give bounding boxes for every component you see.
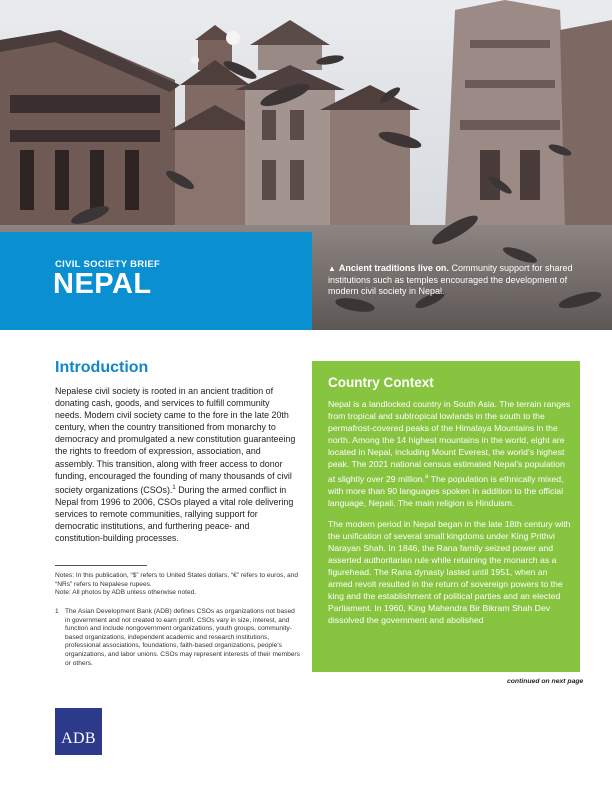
intro-text-1: Nepalese civil society is rooted in an ancient tradition of donating cash, goods, and services to fulfill community needs. Modern civil society came to the fore in the late 20th century, when the country transitioned from monarchy to democracy and promulgated a new constitution guaranteeing the rights to freedom of expression, association, and assembly. This transition, along with freer access to donor funding, encouraged the founding of many thousands of civil society organizations (CSOs). bbox=[55, 386, 296, 495]
notes-line-1: Notes: In this publication, “$” refers to United States dollars, “€” refers to euros, and “NRs” refers to Nepalese rupees. bbox=[55, 572, 298, 588]
continued-note: continued on next page bbox=[507, 678, 584, 685]
series-label: CIVIL SOCIETY BRIEF bbox=[55, 259, 161, 270]
intro-heading: Introduction bbox=[55, 359, 149, 376]
cc-p1-text-b: The population is ethnically mixed, with more than 90 languages spoken in addition to the official language, Nepali. The main religion is Hinduism. bbox=[328, 473, 564, 508]
photo-caption bbox=[328, 263, 583, 298]
country-context-box bbox=[312, 361, 580, 672]
country-title: NEPAL bbox=[53, 268, 152, 300]
notes bbox=[55, 572, 300, 598]
footnote-ref-1: 1 bbox=[172, 484, 176, 491]
notes-line-2: Note: All photos by ADB unless otherwise noted. bbox=[55, 589, 197, 597]
adb-logo-text: ADB bbox=[61, 730, 96, 747]
intro-body bbox=[55, 385, 298, 544]
country-context-heading: Country Context bbox=[328, 375, 434, 390]
footnote-ref-a: a bbox=[425, 473, 429, 480]
title-band bbox=[0, 232, 312, 330]
footnote-mark: 1 bbox=[55, 608, 59, 615]
adb-logo bbox=[55, 708, 102, 755]
caption-text: Community support for shared institutions such as temples encouraged the development of modern civil society in Nepal. bbox=[328, 263, 573, 296]
caption-lead: Ancient traditions live on. bbox=[338, 263, 449, 273]
cc-p1-text-a: Nepal is a landlocked country in South Asia. The terrain ranges from tropical and subtropical lowlands in the south to the permafrost-covered peaks of the Himalaya Mountains in the north. Among the 14 highest mountains in the world, eight are located in Nepal, including Mount Everest, the world’s highest peak. The 2021 national census estimated Nepal’s population at slightly over 29 million. bbox=[328, 399, 571, 484]
triangle-up-icon: ▲ bbox=[328, 264, 336, 273]
country-context-body bbox=[328, 398, 572, 636]
footnote-1 bbox=[55, 608, 300, 668]
intro-text-2: During the armed conflict in Nepal from 1996 to 2006, CSOs played a vital role delivering services to remote communities, rallying support for democratic institutions, and furthering peace- and constitution-building processes. bbox=[55, 484, 294, 544]
country-context-paragraph-1 bbox=[328, 398, 572, 509]
country-context-paragraph-2: The modern period in Nepal began in the late 18th century with the unification of several small kingdoms under King Prithvi Narayan Shah. In 1846, the Rana family seized power and asserted authoritarian rule while retaining the monarch as a figurehead. The Rana dynasty lasted until 1951, when an armed revolt resulted in the return of sovereign powers to the king and the establishment of political parties and an elected Parliament. In 1960, King Mahendra Bir Bikram Shah Dev dissolved the government and abolished bbox=[328, 518, 571, 626]
footnote-text: The Asian Development Bank (ADB) defines CSOs as organizations not based in government and not created to earn profit. CSOs vary in size, interest, and function and include nongovernment organizations, youth groups, community-based organizations, independent academic and research institutions, professional associations, foundations, faith-based organizations, people’s organizations, and labor unions. CSOs may represent interests of their members or others. bbox=[65, 608, 300, 667]
notes-divider bbox=[55, 565, 147, 566]
